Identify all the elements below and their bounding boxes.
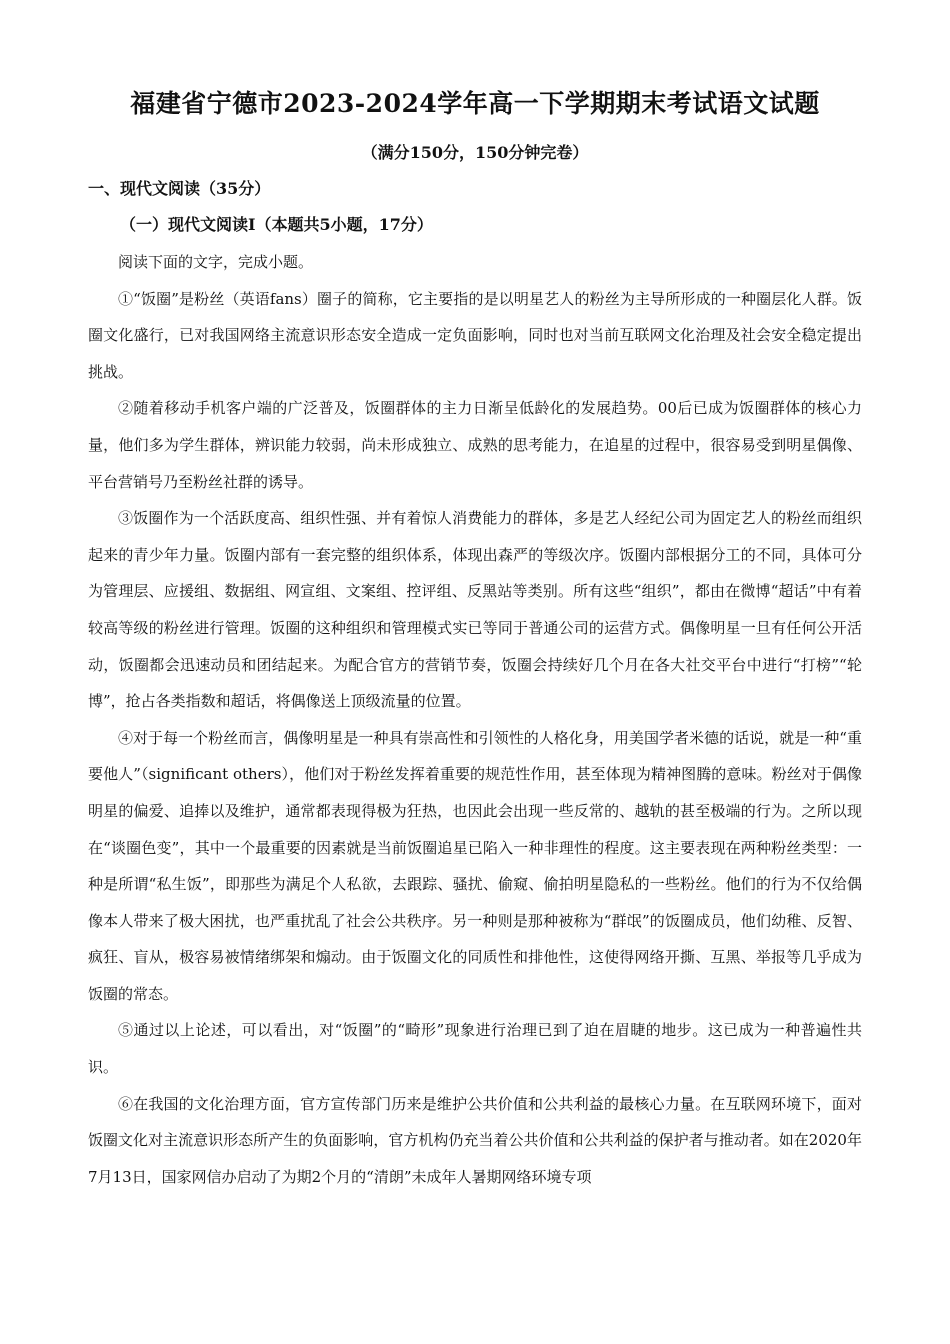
paragraph-4: ④对于每一个粉丝而言，偶像明星是一种具有崇高性和引领性的人格化身，用美国学者米德的话说，就是一种“重要他人”（significant others），他们对于粉丝发挥着重要的规范性作用，甚至体现为精神图腾的意味。粉丝对于偶像明星的偏爱、追捧以及维护，通常都表现得极为狂热，也因此会出现一些反常的、越轨的甚至极端的行为。之所以现在“谈圈色变”，其中一个最重要的因素就是当前饭圈追星已陷入一种非理性的程度。这主要表现在两种粉丝类型：一种是所谓“私生饭”，即那些为满足个人私欲，去跟踪、骚扰、偷窥、偷拍明星隐私的一些粉丝。他们的行为不仅给偶像本人带来了极大困扰，也严重扰乱了社会公共秩序。另一种则是那种被称为“群氓”的饭圈成员，他们幼稚、反智、疯狂、盲从，极容易被情绪绑架和煽动。由于饭圈文化的同质性和排他性，这使得网络开撕、互黑、举报等几乎成为饭圈的常态。: [88, 728, 862, 1003]
section-heading: 一、现代文阅读（35分）: [88, 179, 271, 198]
paragraph-2: ②随着移动手机客户端的广泛普及，饭圈群体的主力日渐呈低龄化的发展趋势。00后已成为饭圈群体的核心力量，他们多为学生群体，辨识能力较弱，尚未形成独立、成熟的思考能力，在追星的过程中，很容易受到明星偶像、平台营销号乃至粉丝社群的诱导。: [88, 399, 862, 491]
reading-passage: [88, 244, 862, 1195]
paragraph-6: ⑥在我国的文化治理方面，官方宣传部门历来是维护公共价值和公共利益的最核心力量。在互联网环境下，面对饭圈文化对主流意识形态所产生的负面影响，官方机构仍充当着公共价值和公共利益的保护者与推动者。如在2020年7月13日，国家网信办启动了为期2个月的“清朗”未成年人暑期网络环境专项: [88, 1094, 862, 1186]
instruction-text: 阅读下面的文字，完成小题。: [118, 253, 314, 271]
paragraph-3: ③饭圈作为一个活跃度高、组织性强、并有着惊人消费能力的群体，多是艺人经纪公司为固定艺人的粉丝而组织起来的青少年力量。饭圈内部有一套完整的组织体系，体现出森严的等级次序。饭圈内部根据分工的不同，具体可分为管理层、应援组、数据组、网宣组、文案组、控评组、反黑站等类别。所有这些“组织”，都由在微博“超话”中有着较高等级的粉丝进行管理。饭圈的这种组织和管理模式实已等同于普通公司的运营方式。偶像明星一旦有任何公开活动，饭圈都会迅速动员和团结起来。为配合官方的营销节奏，饭圈会持续好几个月在各大社交平台中进行“打榜”“轮博”，抢占各类指数和超话，将偶像送上顶级流量的位置。: [88, 509, 862, 711]
paragraph-1: ①“饭圈”是粉丝（英语fans）圈子的简称，它主要指的是以明星艺人的粉丝为主导所形成的一种圈层化人群。饭圈文化盛行，已对我国网络主流意识形态安全造成一定负面影响，同时也对当前互联网文化治理及社会安全稳定提出挑战。: [88, 289, 862, 381]
exam-score-note: （满分150分，150分钟完卷）: [361, 143, 589, 162]
subsection-heading: （一）现代文阅读Ⅰ（本题共5小题，17分）: [120, 215, 433, 234]
paragraph-5: ⑤通过以上论述，可以看出，对“饭圈”的“畸形”现象进行治理已到了迫在眉睫的地步。这已成为一种普遍性共识。: [88, 1021, 862, 1077]
document-title: 福建省宁德市2023-2024学年高一下学期期末考试语文试题: [130, 89, 820, 118]
